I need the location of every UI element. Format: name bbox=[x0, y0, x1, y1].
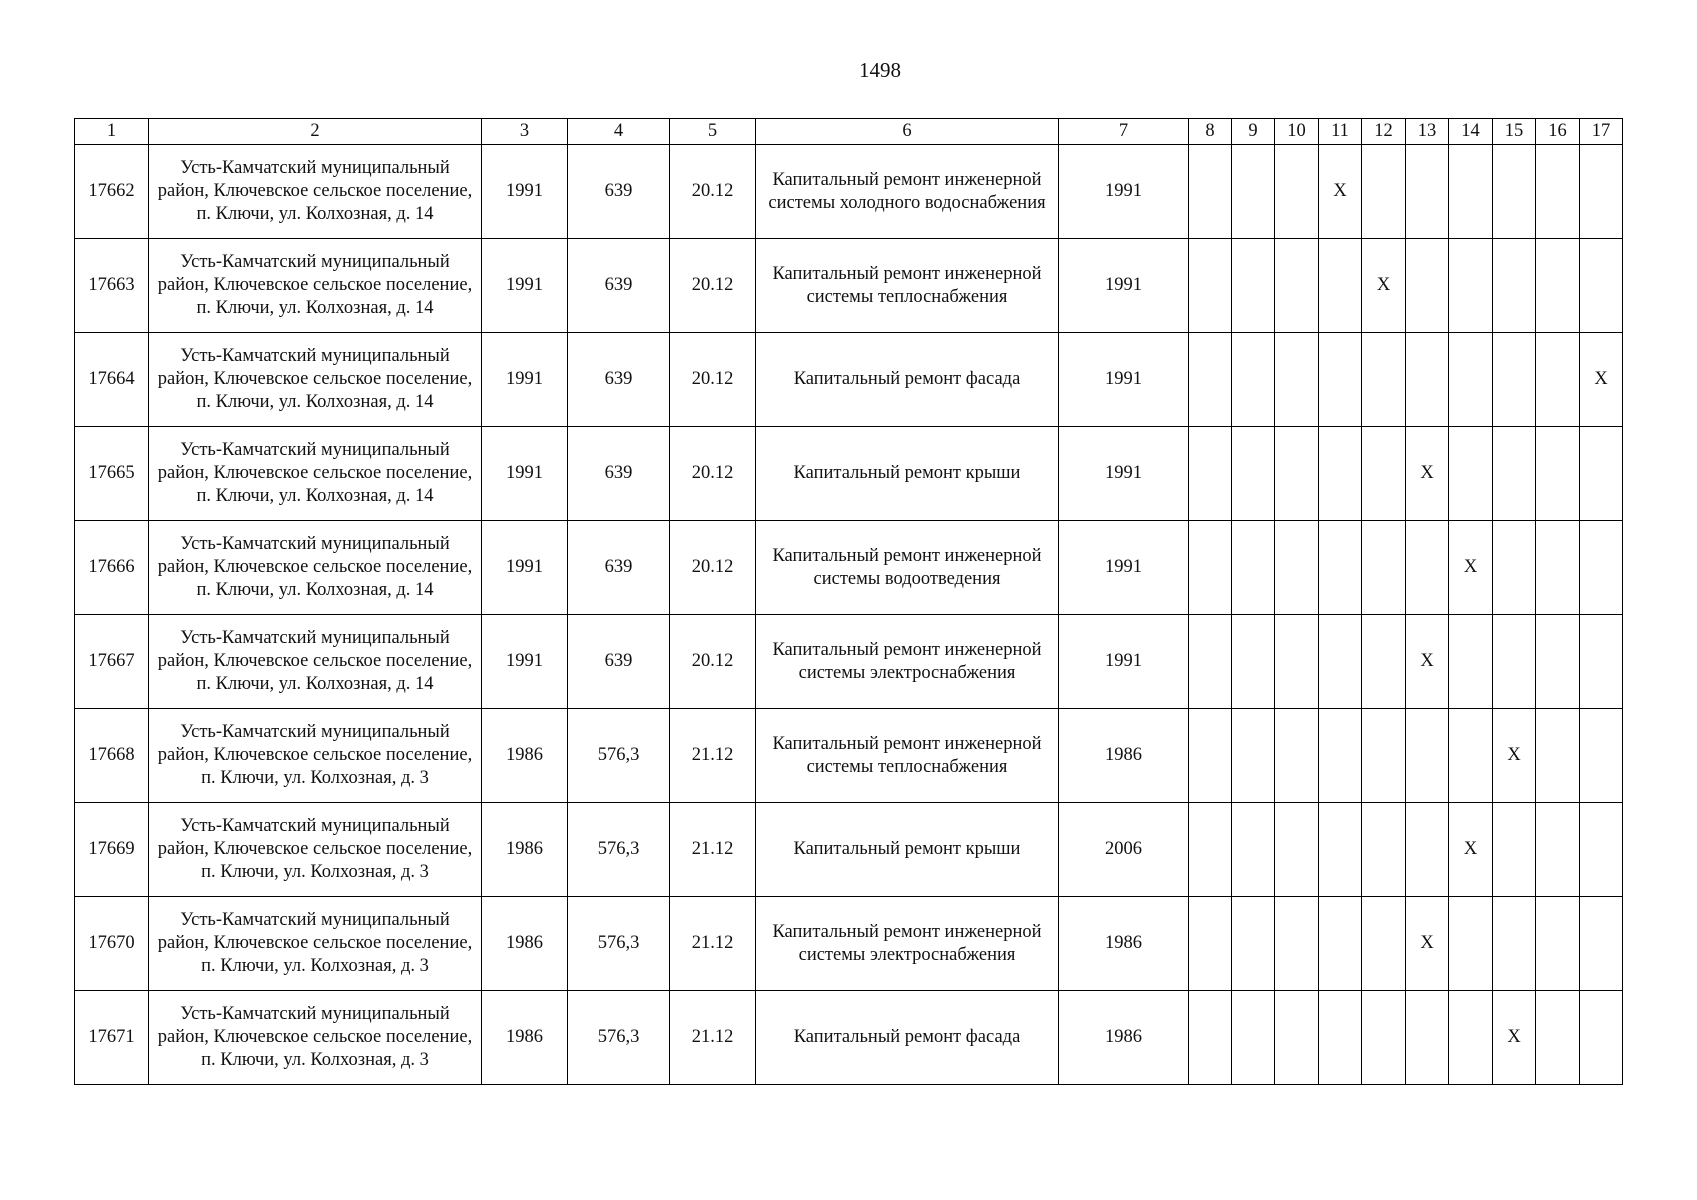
year-mark-cell bbox=[1362, 803, 1406, 897]
code-cell: 20.12 bbox=[670, 239, 756, 333]
table-row bbox=[75, 615, 1623, 709]
year-mark-cell bbox=[1189, 145, 1232, 239]
area-cell: 576,3 bbox=[568, 803, 670, 897]
table-row bbox=[75, 427, 1623, 521]
area-cell: 639 bbox=[568, 521, 670, 615]
year-mark-cell bbox=[1493, 521, 1536, 615]
record-number-cell: 17669 bbox=[75, 803, 149, 897]
year-mark-cell bbox=[1275, 239, 1319, 333]
year-mark-cell bbox=[1449, 239, 1493, 333]
year-mark-cell bbox=[1536, 521, 1580, 615]
address-cell: Усть-Камчатский муниципальный район, Ключевское сельское поселение, п. Ключи, ул. Колхозная, д. 14 bbox=[149, 239, 482, 333]
year-mark-cell bbox=[1406, 145, 1449, 239]
address-cell: Усть-Камчатский муниципальный район, Ключевское сельское поселение, п. Ключи, ул. Колхозная, д. 14 bbox=[149, 145, 482, 239]
column-header: 5 bbox=[670, 119, 756, 145]
year-mark-cell: X bbox=[1493, 991, 1536, 1085]
year-mark-cell bbox=[1232, 897, 1275, 991]
year-mark-cell bbox=[1406, 521, 1449, 615]
column-header: 11 bbox=[1319, 119, 1362, 145]
year-mark-cell bbox=[1319, 709, 1362, 803]
address-cell: Усть-Камчатский муниципальный район, Ключевское сельское поселение, п. Ключи, ул. Колхозная, д. 3 bbox=[149, 709, 482, 803]
year-mark-cell bbox=[1406, 709, 1449, 803]
year-cell: 1991 bbox=[1059, 145, 1189, 239]
year-cell: 1986 bbox=[1059, 709, 1189, 803]
year-mark-cell bbox=[1319, 239, 1362, 333]
year-mark-cell bbox=[1232, 239, 1275, 333]
year-mark-cell bbox=[1275, 333, 1319, 427]
year-mark-cell bbox=[1275, 897, 1319, 991]
record-number-cell: 17664 bbox=[75, 333, 149, 427]
year-mark-cell: X bbox=[1362, 239, 1406, 333]
code-cell: 20.12 bbox=[670, 427, 756, 521]
table-row bbox=[75, 145, 1623, 239]
year-mark-cell: X bbox=[1406, 615, 1449, 709]
code-cell: 21.12 bbox=[670, 709, 756, 803]
column-header: 15 bbox=[1493, 119, 1536, 145]
year-mark-cell bbox=[1406, 239, 1449, 333]
work-type-cell: Капитальный ремонт инженерной системы водоотведения bbox=[756, 521, 1059, 615]
year-mark-cell bbox=[1232, 803, 1275, 897]
work-type-cell: Капитальный ремонт крыши bbox=[756, 803, 1059, 897]
year-mark-cell bbox=[1449, 991, 1493, 1085]
area-cell: 639 bbox=[568, 427, 670, 521]
record-number-cell: 17666 bbox=[75, 521, 149, 615]
year-mark-cell bbox=[1189, 239, 1232, 333]
year-mark-cell bbox=[1362, 427, 1406, 521]
year-mark-cell bbox=[1319, 991, 1362, 1085]
record-number-cell: 17662 bbox=[75, 145, 149, 239]
year-mark-cell bbox=[1275, 991, 1319, 1085]
year-cell: 1991 bbox=[1059, 521, 1189, 615]
year-mark-cell: X bbox=[1493, 709, 1536, 803]
year-mark-cell bbox=[1275, 145, 1319, 239]
column-header: 4 bbox=[568, 119, 670, 145]
year-mark-cell bbox=[1189, 427, 1232, 521]
year-mark-cell bbox=[1362, 897, 1406, 991]
year-mark-cell bbox=[1189, 897, 1232, 991]
area-cell: 639 bbox=[568, 615, 670, 709]
record-number-cell: 17665 bbox=[75, 427, 149, 521]
year-built-cell: 1986 bbox=[482, 803, 568, 897]
year-mark-cell bbox=[1580, 615, 1623, 709]
year-mark-cell bbox=[1580, 709, 1623, 803]
record-number-cell: 17668 bbox=[75, 709, 149, 803]
header-row bbox=[75, 119, 1623, 145]
work-type-cell: Капитальный ремонт инженерной системы электроснабжения bbox=[756, 615, 1059, 709]
table-row bbox=[75, 803, 1623, 897]
area-cell: 576,3 bbox=[568, 709, 670, 803]
year-mark-cell bbox=[1536, 333, 1580, 427]
table-row bbox=[75, 991, 1623, 1085]
column-header: 3 bbox=[482, 119, 568, 145]
code-cell: 20.12 bbox=[670, 145, 756, 239]
year-mark-cell bbox=[1362, 709, 1406, 803]
year-mark-cell bbox=[1406, 803, 1449, 897]
year-mark-cell bbox=[1362, 521, 1406, 615]
year-mark-cell bbox=[1362, 333, 1406, 427]
table-row bbox=[75, 897, 1623, 991]
year-built-cell: 1986 bbox=[482, 897, 568, 991]
year-mark-cell bbox=[1580, 803, 1623, 897]
year-mark-cell bbox=[1232, 145, 1275, 239]
year-mark-cell bbox=[1406, 991, 1449, 1085]
year-cell: 1991 bbox=[1059, 615, 1189, 709]
table-row bbox=[75, 521, 1623, 615]
column-header: 12 bbox=[1362, 119, 1406, 145]
year-cell: 1991 bbox=[1059, 427, 1189, 521]
year-mark-cell bbox=[1275, 803, 1319, 897]
year-cell: 2006 bbox=[1059, 803, 1189, 897]
year-mark-cell bbox=[1319, 897, 1362, 991]
year-mark-cell bbox=[1493, 145, 1536, 239]
address-cell: Усть-Камчатский муниципальный район, Ключевское сельское поселение, п. Ключи, ул. Колхозная, д. 14 bbox=[149, 333, 482, 427]
year-mark-cell bbox=[1580, 897, 1623, 991]
address-cell: Усть-Камчатский муниципальный район, Ключевское сельское поселение, п. Ключи, ул. Колхозная, д. 14 bbox=[149, 427, 482, 521]
record-number-cell: 17671 bbox=[75, 991, 149, 1085]
year-mark-cell bbox=[1319, 615, 1362, 709]
table-header bbox=[75, 119, 1623, 145]
code-cell: 21.12 bbox=[670, 991, 756, 1085]
year-mark-cell bbox=[1580, 239, 1623, 333]
year-cell: 1986 bbox=[1059, 897, 1189, 991]
year-built-cell: 1991 bbox=[482, 615, 568, 709]
year-mark-cell bbox=[1275, 709, 1319, 803]
column-header: 2 bbox=[149, 119, 482, 145]
year-cell: 1986 bbox=[1059, 991, 1189, 1085]
year-mark-cell bbox=[1275, 427, 1319, 521]
year-mark-cell: X bbox=[1580, 333, 1623, 427]
year-mark-cell bbox=[1189, 615, 1232, 709]
year-mark-cell bbox=[1275, 521, 1319, 615]
year-mark-cell bbox=[1319, 803, 1362, 897]
column-header: 13 bbox=[1406, 119, 1449, 145]
year-mark-cell bbox=[1449, 897, 1493, 991]
year-mark-cell bbox=[1536, 427, 1580, 521]
year-mark-cell bbox=[1493, 333, 1536, 427]
year-mark-cell bbox=[1319, 333, 1362, 427]
address-cell: Усть-Камчатский муниципальный район, Ключевское сельское поселение, п. Ключи, ул. Колхозная, д. 3 bbox=[149, 803, 482, 897]
record-number-cell: 17670 bbox=[75, 897, 149, 991]
year-mark-cell bbox=[1536, 615, 1580, 709]
work-type-cell: Капитальный ремонт инженерной системы электроснабжения bbox=[756, 897, 1059, 991]
year-mark-cell bbox=[1232, 991, 1275, 1085]
year-mark-cell bbox=[1362, 145, 1406, 239]
year-mark-cell: X bbox=[1449, 521, 1493, 615]
year-built-cell: 1991 bbox=[482, 145, 568, 239]
year-built-cell: 1991 bbox=[482, 521, 568, 615]
year-mark-cell bbox=[1232, 427, 1275, 521]
code-cell: 20.12 bbox=[670, 333, 756, 427]
year-mark-cell bbox=[1275, 615, 1319, 709]
year-built-cell: 1991 bbox=[482, 239, 568, 333]
work-type-cell: Капитальный ремонт фасада bbox=[756, 991, 1059, 1085]
work-type-cell: Капитальный ремонт инженерной системы теплоснабжения bbox=[756, 709, 1059, 803]
year-mark-cell bbox=[1449, 333, 1493, 427]
year-mark-cell bbox=[1493, 897, 1536, 991]
area-cell: 576,3 bbox=[568, 991, 670, 1085]
area-cell: 639 bbox=[568, 145, 670, 239]
work-type-cell: Капитальный ремонт фасада bbox=[756, 333, 1059, 427]
column-header: 6 bbox=[756, 119, 1059, 145]
column-header: 1 bbox=[75, 119, 149, 145]
table-body bbox=[75, 145, 1623, 1085]
year-mark-cell bbox=[1232, 521, 1275, 615]
year-mark-cell bbox=[1493, 615, 1536, 709]
year-mark-cell bbox=[1536, 145, 1580, 239]
column-header: 14 bbox=[1449, 119, 1493, 145]
year-mark-cell bbox=[1189, 803, 1232, 897]
year-mark-cell bbox=[1449, 615, 1493, 709]
year-mark-cell bbox=[1449, 145, 1493, 239]
address-cell: Усть-Камчатский муниципальный район, Ключевское сельское поселение, п. Ключи, ул. Колхозная, д. 3 bbox=[149, 897, 482, 991]
year-built-cell: 1991 bbox=[482, 333, 568, 427]
year-mark-cell: X bbox=[1449, 803, 1493, 897]
year-mark-cell bbox=[1189, 709, 1232, 803]
year-mark-cell bbox=[1580, 991, 1623, 1085]
record-number-cell: 17667 bbox=[75, 615, 149, 709]
table-row bbox=[75, 333, 1623, 427]
year-mark-cell bbox=[1536, 709, 1580, 803]
year-built-cell: 1986 bbox=[482, 991, 568, 1085]
year-mark-cell bbox=[1362, 615, 1406, 709]
code-cell: 20.12 bbox=[670, 615, 756, 709]
year-mark-cell bbox=[1449, 427, 1493, 521]
year-mark-cell bbox=[1406, 333, 1449, 427]
address-cell: Усть-Камчатский муниципальный район, Ключевское сельское поселение, п. Ключи, ул. Колхозная, д. 3 bbox=[149, 991, 482, 1085]
year-mark-cell bbox=[1232, 333, 1275, 427]
year-mark-cell bbox=[1580, 145, 1623, 239]
area-cell: 639 bbox=[568, 239, 670, 333]
year-mark-cell bbox=[1189, 991, 1232, 1085]
record-number-cell: 17663 bbox=[75, 239, 149, 333]
work-type-cell: Капитальный ремонт крыши bbox=[756, 427, 1059, 521]
table-row bbox=[75, 709, 1623, 803]
year-mark-cell bbox=[1362, 991, 1406, 1085]
table-row bbox=[75, 239, 1623, 333]
page-number: 1498 bbox=[859, 58, 901, 82]
area-cell: 639 bbox=[568, 333, 670, 427]
year-mark-cell bbox=[1319, 427, 1362, 521]
year-cell: 1991 bbox=[1059, 239, 1189, 333]
code-cell: 21.12 bbox=[670, 803, 756, 897]
year-mark-cell bbox=[1319, 521, 1362, 615]
column-header: 7 bbox=[1059, 119, 1189, 145]
year-mark-cell bbox=[1189, 521, 1232, 615]
address-cell: Усть-Камчатский муниципальный район, Ключевское сельское поселение, п. Ключи, ул. Колхозная, д. 14 bbox=[149, 521, 482, 615]
work-type-cell: Капитальный ремонт инженерной системы холодного водоснабжения bbox=[756, 145, 1059, 239]
column-header: 10 bbox=[1275, 119, 1319, 145]
code-cell: 21.12 bbox=[670, 897, 756, 991]
year-mark-cell: X bbox=[1406, 897, 1449, 991]
year-mark-cell bbox=[1536, 239, 1580, 333]
year-mark-cell bbox=[1536, 991, 1580, 1085]
year-mark-cell bbox=[1536, 803, 1580, 897]
year-cell: 1991 bbox=[1059, 333, 1189, 427]
code-cell: 20.12 bbox=[670, 521, 756, 615]
address-cell: Усть-Камчатский муниципальный район, Ключевское сельское поселение, п. Ключи, ул. Колхозная, д. 14 bbox=[149, 615, 482, 709]
year-built-cell: 1986 bbox=[482, 709, 568, 803]
column-header: 17 bbox=[1580, 119, 1623, 145]
year-mark-cell: X bbox=[1319, 145, 1362, 239]
year-mark-cell bbox=[1580, 521, 1623, 615]
year-mark-cell bbox=[1232, 615, 1275, 709]
register-table bbox=[74, 118, 1623, 1085]
year-mark-cell bbox=[1493, 803, 1536, 897]
year-built-cell: 1991 bbox=[482, 427, 568, 521]
work-type-cell: Капитальный ремонт инженерной системы теплоснабжения bbox=[756, 239, 1059, 333]
year-mark-cell bbox=[1493, 427, 1536, 521]
column-header: 16 bbox=[1536, 119, 1580, 145]
year-mark-cell bbox=[1580, 427, 1623, 521]
year-mark-cell: X bbox=[1406, 427, 1449, 521]
year-mark-cell bbox=[1232, 709, 1275, 803]
year-mark-cell bbox=[1493, 239, 1536, 333]
year-mark-cell bbox=[1189, 333, 1232, 427]
area-cell: 576,3 bbox=[568, 897, 670, 991]
year-mark-cell bbox=[1536, 897, 1580, 991]
year-mark-cell bbox=[1449, 709, 1493, 803]
column-header: 9 bbox=[1232, 119, 1275, 145]
column-header: 8 bbox=[1189, 119, 1232, 145]
